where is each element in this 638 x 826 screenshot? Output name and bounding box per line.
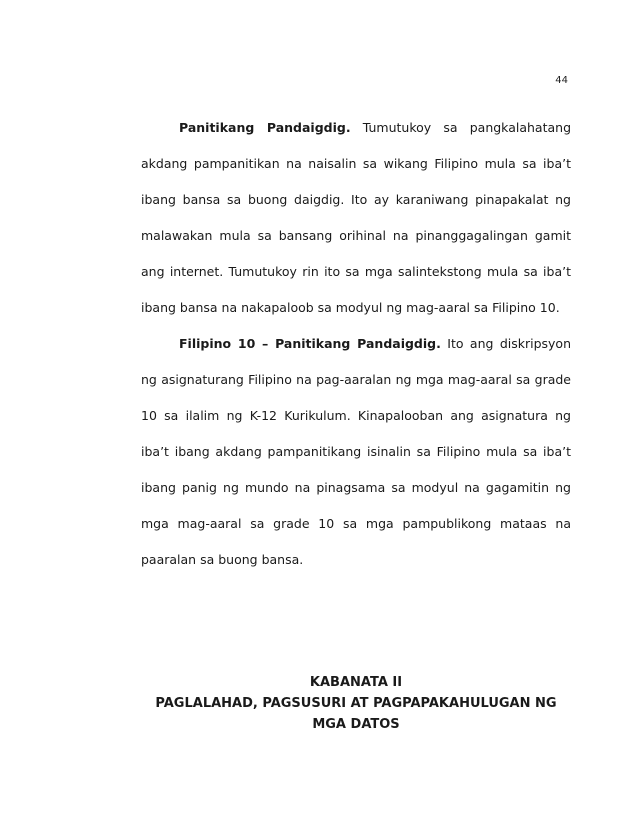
chapter-title-line-1: PAGLALAHAD, PAGSUSURI AT PAGPAPAKAHULUGAN NG: [155, 696, 557, 711]
term-heading: Panitikang Pandaigdig.: [179, 120, 351, 135]
paragraph-panitikang-pandaigdig: [141, 110, 571, 326]
term-heading: Filipino 10 – Panitikang Pandaigdig.: [179, 336, 441, 351]
paragraph-text: Ito ang diskripsyon ng asignaturang Filipino na pag-aaralan ng mga mag-aaral sa grade 10 sa ilalim ng K-12 Kurikulum. Kinapalooban ang asignatura ng iba’t ibang akdang pampanitikang isinalin sa Filipino mula sa iba’t ibang panig ng mundo na pinagsama sa modyul na gagamitin ng mga mag-aaral sa grade 10 sa mga pampublikong mataas na paaralan sa buong bansa.: [141, 336, 572, 567]
chapter-label: KABANATA II: [309, 675, 403, 690]
page-number: 44: [555, 75, 568, 86]
chapter-heading: [141, 672, 571, 735]
body-text: [141, 110, 571, 578]
paragraph-filipino-10: [141, 326, 571, 578]
paragraph-text: Tumutukoy sa pangkalahatang akdang pampanitikan na naisalin sa wikang Filipino mula sa iba’t ibang bansa sa buong daigdig. Ito ay karaniwang pinapakalat ng malawakan mula sa bansang orihinal na pinanggagalingan gamit ang internet. Tumutukoy rin ito sa mga salintekstong mula sa iba’t ibang bansa na nakapaloob sa modyul ng mag-aaral sa Filipino 10.: [141, 120, 571, 315]
chapter-title-line-2: MGA DATOS: [312, 717, 400, 732]
